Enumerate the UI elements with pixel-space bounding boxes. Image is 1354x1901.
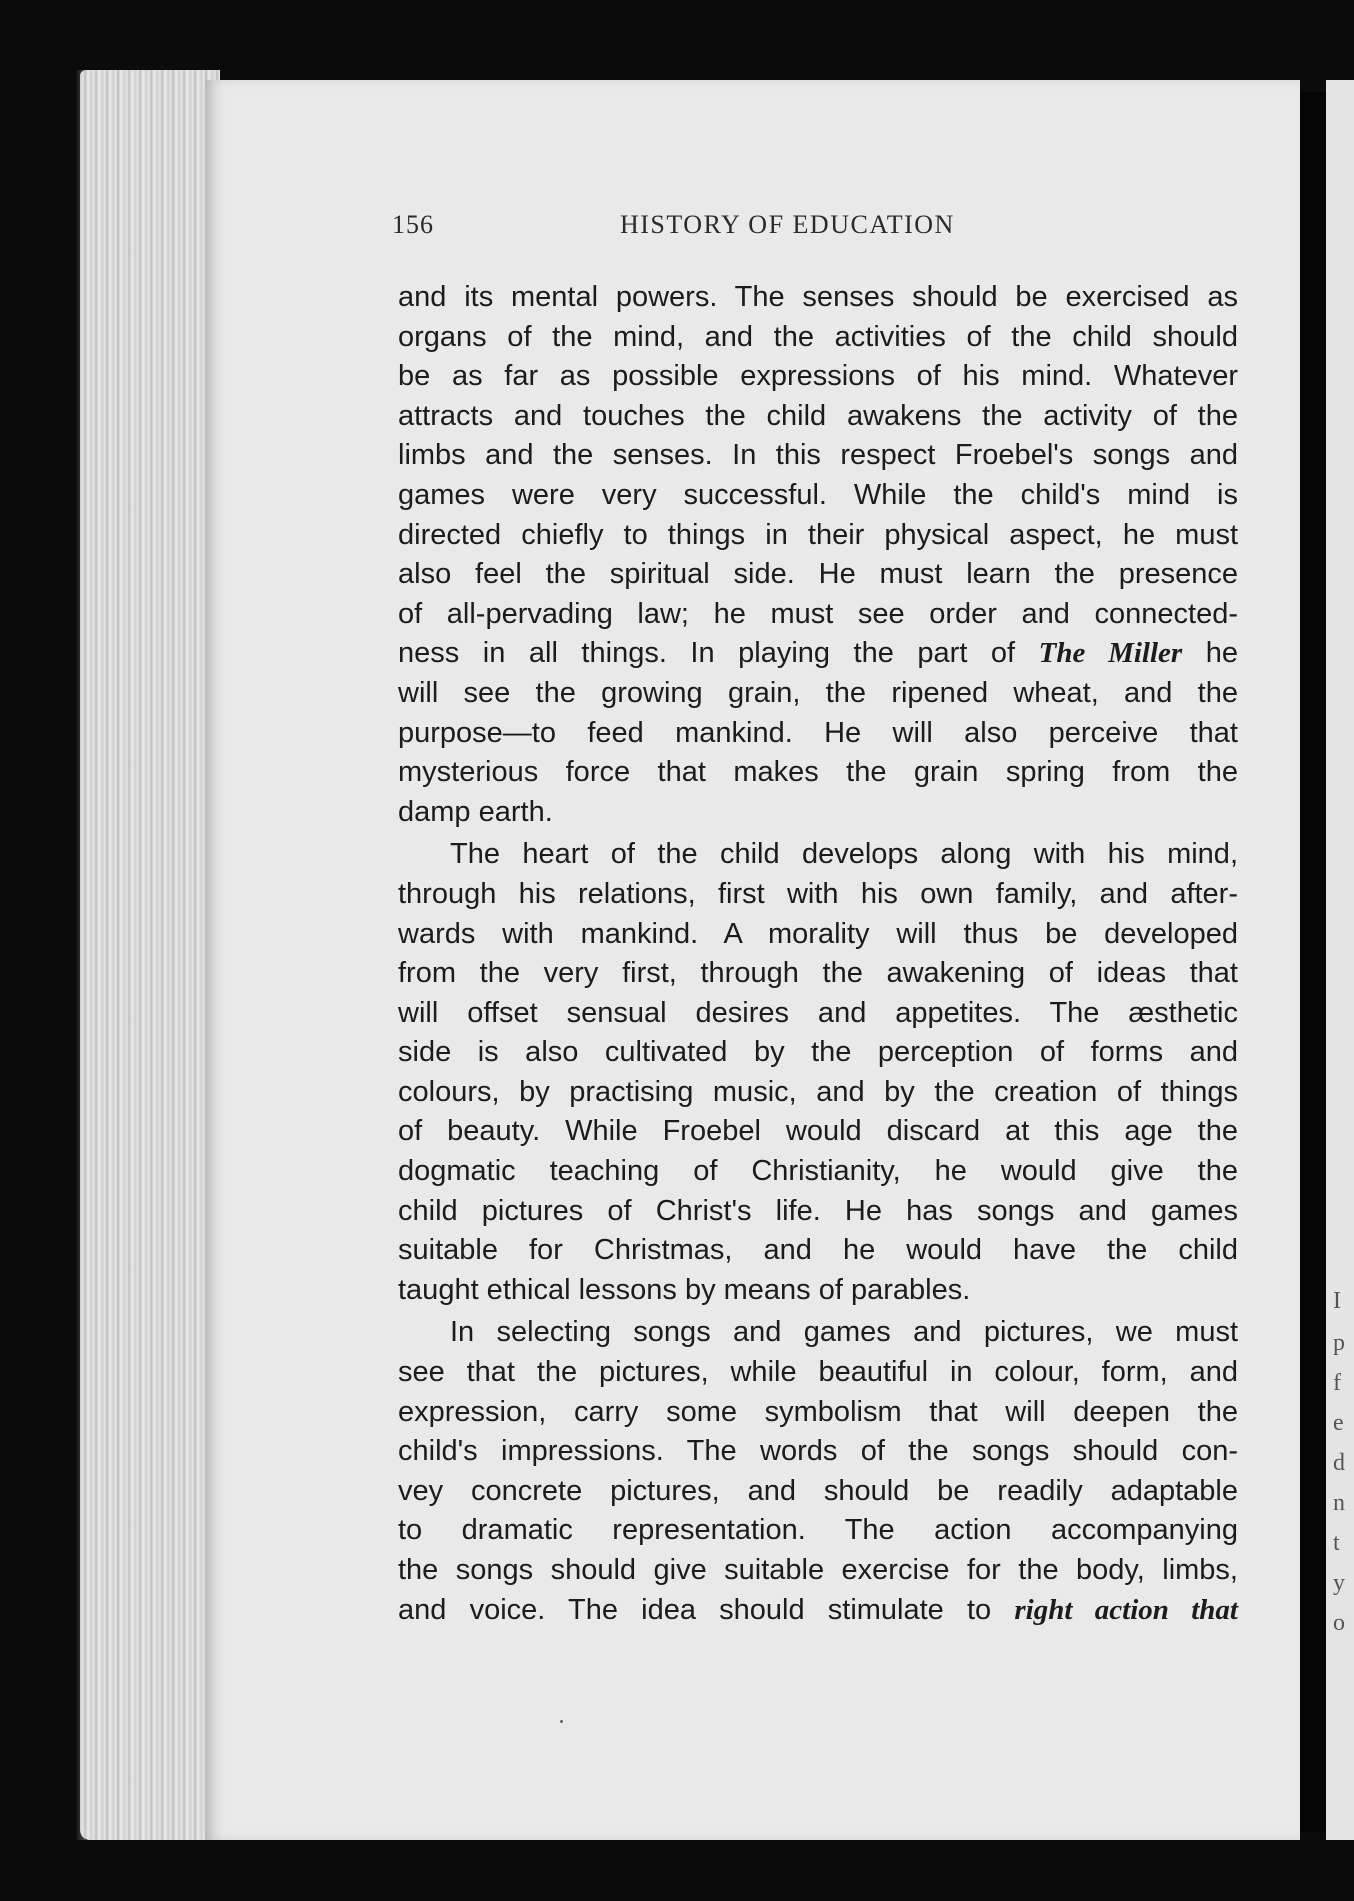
paragraph-2 xyxy=(398,835,1238,1310)
text-line: and its mental powers. The senses should be exercised as xyxy=(398,281,1238,313)
text-line: dogmatic teaching of Christianity, he would give the xyxy=(398,1155,1238,1188)
line-fragment: ness in all things. In playing the part of xyxy=(398,637,1039,670)
page-number: 156 xyxy=(392,210,434,239)
facing-letter: n xyxy=(1333,1490,1345,1516)
facing-letter: t xyxy=(1333,1530,1340,1556)
text-line: organs of the mind, and the activities of the child should xyxy=(398,320,1238,353)
text-line: vey concrete pictures, and should be readily adaptable xyxy=(398,1474,1238,1507)
text-line: games were very successful. While the child's mind is xyxy=(398,478,1238,511)
text-line: the songs should give suitable exercise for the body, limbs, xyxy=(398,1554,1238,1586)
text-line-with-italic xyxy=(398,634,1238,674)
text-line: see that the pictures, while beautiful in colour, form, and xyxy=(398,1356,1238,1389)
text-line: be as far as possible expressions of his mind. Whatever xyxy=(398,360,1238,393)
text-line: will offset sensual desires and appetites. The æsthetic xyxy=(398,996,1238,1029)
text-line: expression, carry some symbolism that will deepen the xyxy=(398,1395,1238,1428)
text-line: will see the growing grain, the ripened wheat, and the xyxy=(398,676,1238,709)
facing-letter: f xyxy=(1333,1370,1341,1396)
text-line: of all-pervading law; he must see order and connected- xyxy=(398,597,1238,630)
text-line: child pictures of Christ's life. He has songs and games xyxy=(398,1194,1238,1227)
text-line: suitable for Christmas, and he would have the child xyxy=(398,1234,1238,1267)
italic-title: The Miller xyxy=(1038,637,1183,670)
page-speck xyxy=(560,1720,563,1723)
line-fragment: he xyxy=(1182,637,1238,670)
text-line: to dramatic representation. The action accompanying xyxy=(398,1514,1238,1547)
text-line: attracts and touches the child awakens the activity of the xyxy=(398,399,1238,432)
paragraph-3 xyxy=(398,1313,1238,1630)
text-line: from the very first, through the awakening of ideas that xyxy=(398,957,1238,990)
line-fragment: and voice. The idea should stimulate to xyxy=(398,1593,1015,1626)
paragraph-1 xyxy=(398,278,1238,832)
stacked-page-edges xyxy=(80,70,220,1840)
text-line: through his relations, first with his own family, and after- xyxy=(398,877,1238,910)
facing-letter: I xyxy=(1333,1288,1341,1314)
text-line: In selecting songs and games and pictures, we must xyxy=(450,1316,1238,1349)
facing-letter: p xyxy=(1333,1330,1345,1356)
text-line: purpose—to feed mankind. He will also perceive that xyxy=(398,716,1238,749)
facing-letter: y xyxy=(1333,1570,1345,1596)
facing-letter: e xyxy=(1333,1410,1344,1436)
book-gutter xyxy=(1300,92,1326,1832)
text-line: colours, by practising music, and by the creation of things xyxy=(398,1075,1238,1108)
text-line: taught ethical lessons by means of parables. xyxy=(398,1273,971,1306)
text-line: The heart of the child develops along with his mind, xyxy=(450,838,1238,871)
text-line: limbs and the senses. In this respect Froebel's songs and xyxy=(398,439,1238,472)
text-line: side is also cultivated by the perception of forms and xyxy=(398,1036,1238,1069)
text-line: also feel the spiritual side. He must learn the presence xyxy=(398,558,1238,591)
italic-phrase: right action that xyxy=(1014,1593,1238,1626)
text-line: child's impressions. The words of the songs should con- xyxy=(398,1435,1238,1468)
text-line: directed chiefly to things in their physical aspect, he must xyxy=(398,518,1238,551)
body-text xyxy=(398,278,1238,1633)
running-head: HISTORY OF EDUCATION xyxy=(620,210,955,239)
text-line: of beauty. While Froebel would discard at this age the xyxy=(398,1115,1238,1148)
text-line: damp earth. xyxy=(398,795,553,828)
facing-letter: o xyxy=(1333,1610,1345,1636)
page-header xyxy=(392,210,1242,242)
text-line: mysterious force that makes the grain spring from the xyxy=(398,756,1238,789)
facing-letter: d xyxy=(1333,1450,1345,1476)
text-line: wards with mankind. A morality will thus be developed xyxy=(398,917,1238,950)
text-line-with-italic xyxy=(398,1591,1238,1631)
